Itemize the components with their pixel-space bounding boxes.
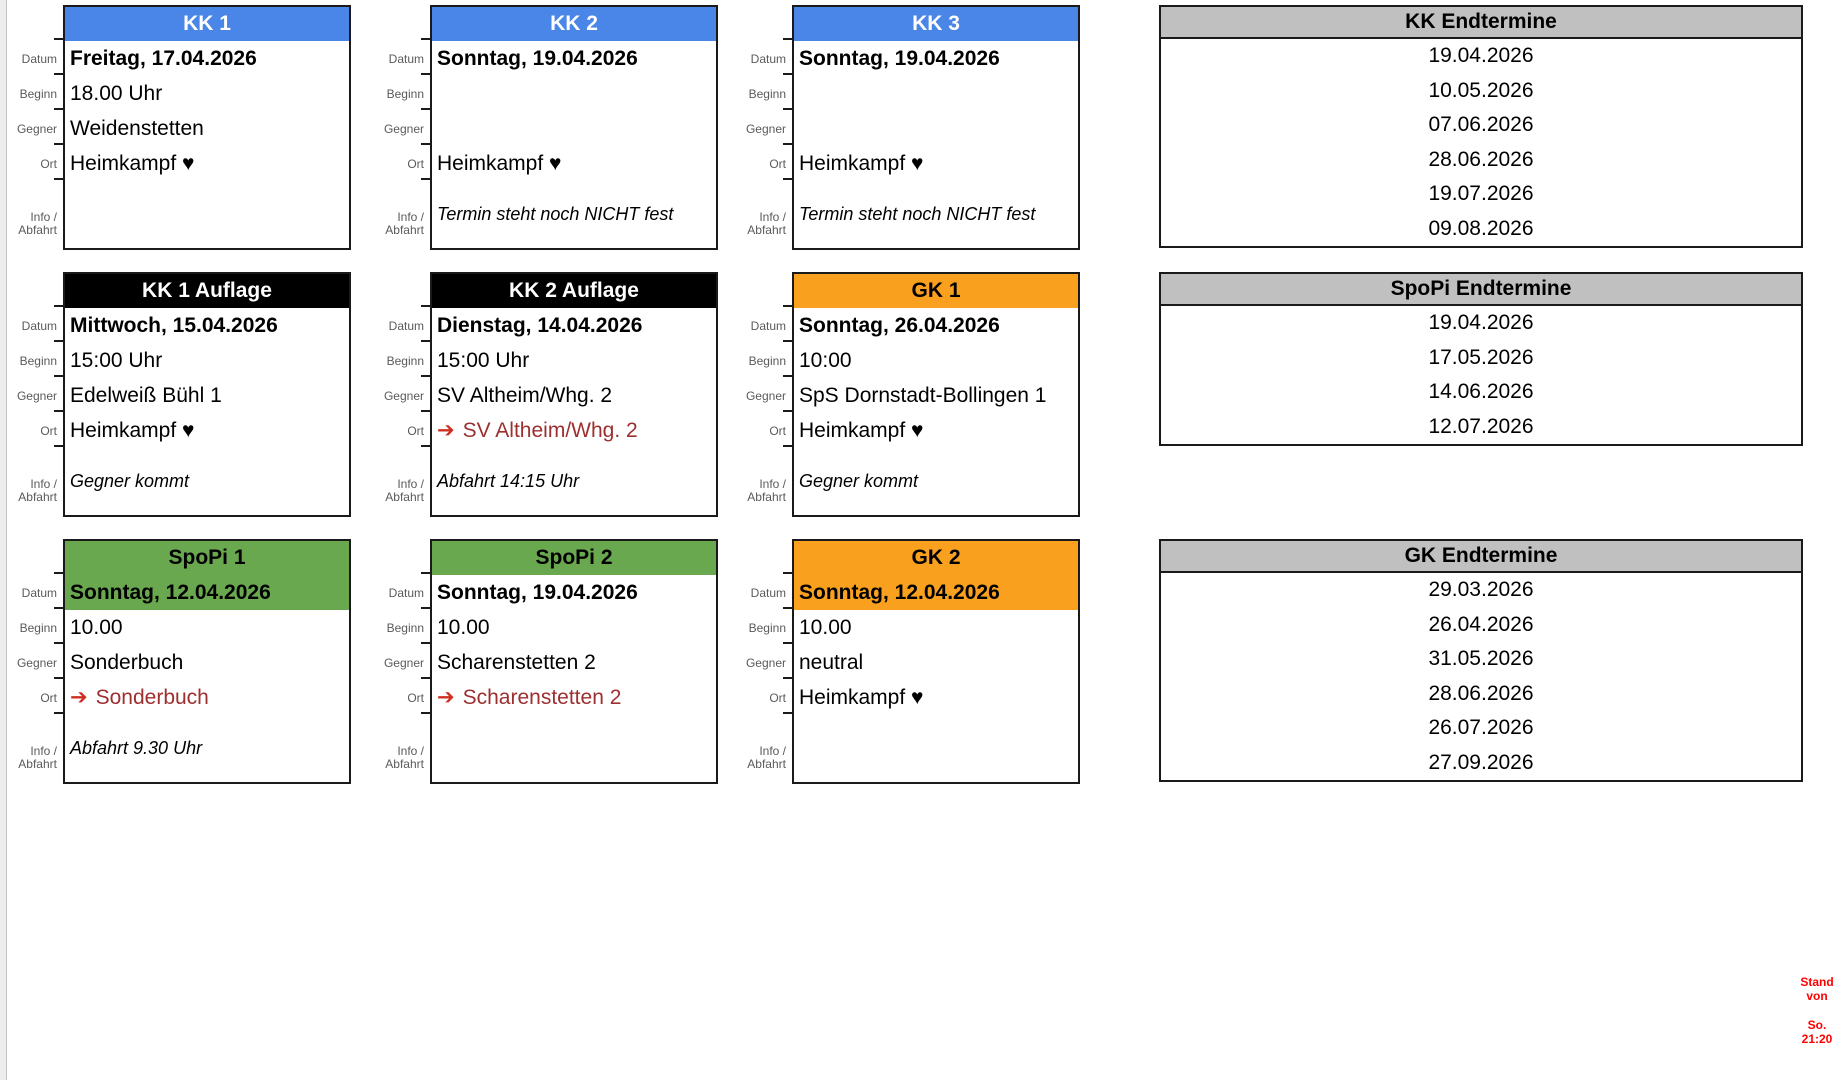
label-ort: Ort (734, 411, 792, 446)
card-title: KK 2 (432, 7, 716, 41)
label-datum: Datum (734, 39, 792, 74)
row-labels (734, 5, 792, 250)
row-labels (734, 539, 792, 784)
gk-endtermine-table (1159, 539, 1803, 782)
endtermine-date: 19.04.2026 (1428, 44, 1534, 67)
row-labels (5, 539, 63, 784)
card-gk1 (734, 272, 1080, 517)
card-ort: Heimkampf ♥ (70, 419, 195, 442)
card-info: Gegner kommt (70, 471, 190, 491)
card-datum-highlighted: Sonntag, 12.04.2026 (794, 575, 1078, 610)
card-info (65, 181, 349, 248)
card-gk2 (734, 539, 1080, 784)
card-gegner: Edelweiß Bühl 1 (70, 384, 222, 407)
label-info-abfahrt: Info / Abfahrt (385, 477, 424, 504)
endtermine-date: 29.03.2026 (1428, 578, 1534, 601)
row-labels (372, 272, 430, 517)
card-datum: Mittwoch, 15.04.2026 (70, 314, 278, 337)
card-ort-away: ➔ Sonderbuch (70, 686, 209, 709)
label-datum: Datum (5, 573, 63, 608)
card-ort-away: ➔ SV Altheim/Whg. 2 (437, 419, 638, 442)
card-datum: Sonntag, 19.04.2026 (437, 581, 638, 604)
label-datum: Datum (372, 39, 430, 74)
away-arrow-icon: ➔ (437, 686, 455, 709)
card-ort: Heimkampf ♥ (799, 686, 924, 709)
card-gegner (432, 111, 716, 146)
endtermine-date: 28.06.2026 (1428, 681, 1534, 705)
card-gegner: neutral (799, 651, 864, 674)
endtermine-date: 19.07.2026 (1428, 182, 1534, 205)
card-datum-highlighted: Sonntag, 12.04.2026 (65, 575, 349, 610)
card-gegner: Weidenstetten (70, 117, 204, 140)
label-beginn: Beginn (734, 341, 792, 376)
card-title: KK 2 Auflage (432, 274, 716, 308)
card-ort: Heimkampf ♥ (70, 152, 195, 175)
label-gegner: Gegner (5, 109, 63, 144)
label-gegner: Gegner (734, 376, 792, 411)
label-info-abfahrt: Info / Abfahrt (18, 744, 57, 771)
card-beginn: 15:00 Uhr (70, 349, 163, 372)
label-info-abfahrt: Info / Abfahrt (747, 210, 786, 237)
label-info-abfahrt: Info / Abfahrt (18, 210, 57, 237)
card-kk1-auflage (5, 272, 351, 517)
label-beginn: Beginn (5, 608, 63, 643)
card-spopi2 (372, 539, 718, 784)
card-title: KK 1 (65, 7, 349, 41)
label-info-abfahrt: Info / Abfahrt (18, 477, 57, 504)
table-title: SpoPi Endtermine (1159, 272, 1803, 306)
label-beginn: Beginn (5, 74, 63, 109)
card-beginn: 10.00 (70, 616, 123, 639)
label-gegner: Gegner (372, 109, 430, 144)
endtermine-date: 26.04.2026 (1428, 612, 1534, 636)
table-title: KK Endtermine (1159, 5, 1803, 39)
label-datum: Datum (372, 573, 430, 608)
away-arrow-icon: ➔ (437, 419, 455, 442)
card-datum: Dienstag, 14.04.2026 (437, 314, 643, 337)
label-beginn: Beginn (372, 74, 430, 109)
card-kk3 (734, 5, 1080, 250)
card-spopi1 (5, 539, 351, 784)
label-gegner: Gegner (5, 643, 63, 678)
stand-note (1795, 975, 1839, 1046)
card-datum: Sonntag, 19.04.2026 (799, 47, 1000, 70)
label-ort: Ort (734, 678, 792, 713)
label-ort: Ort (5, 411, 63, 446)
stand-note-line1: Stand von (1800, 975, 1834, 1003)
endtermine-date: 26.07.2026 (1428, 716, 1534, 739)
label-ort: Ort (5, 144, 63, 179)
label-beginn: Beginn (734, 74, 792, 109)
label-gegner: Gegner (734, 643, 792, 678)
label-beginn: Beginn (734, 608, 792, 643)
row-labels (734, 272, 792, 517)
row-labels (372, 539, 430, 784)
endtermine-date: 27.09.2026 (1428, 750, 1534, 774)
label-datum: Datum (5, 39, 63, 74)
label-datum: Datum (734, 573, 792, 608)
label-datum: Datum (734, 306, 792, 341)
label-ort: Ort (734, 144, 792, 179)
card-info: Abfahrt 14:15 Uhr (437, 471, 580, 491)
label-gegner: Gegner (734, 109, 792, 144)
label-info-abfahrt: Info / Abfahrt (385, 744, 424, 771)
label-gegner: Gegner (372, 376, 430, 411)
endtermine-date: 31.05.2026 (1428, 647, 1534, 670)
card-info (794, 715, 1078, 782)
label-ort: Ort (372, 678, 430, 713)
away-arrow-icon: ➔ (70, 686, 88, 709)
card-info: Abfahrt 9.30 Uhr (70, 738, 203, 758)
card-beginn (432, 76, 716, 111)
label-beginn: Beginn (372, 341, 430, 376)
card-kk2-auflage (372, 272, 718, 517)
card-ort: Heimkampf ♥ (437, 152, 562, 175)
label-datum: Datum (5, 306, 63, 341)
card-gegner: SV Altheim/Whg. 2 (437, 384, 613, 407)
table-title: GK Endtermine (1159, 539, 1803, 573)
stand-note-line2: So. 21:20 (1801, 1018, 1833, 1046)
card-title: KK 3 (794, 7, 1078, 41)
card-datum: Sonntag, 19.04.2026 (437, 47, 638, 70)
card-ort-away: ➔ Scharenstetten 2 (437, 686, 622, 709)
card-beginn: 10.00 (799, 616, 852, 639)
endtermine-date: 10.05.2026 (1428, 78, 1534, 102)
card-title: GK 1 (794, 274, 1078, 308)
endtermine-date: 09.08.2026 (1428, 216, 1534, 240)
label-beginn: Beginn (5, 341, 63, 376)
card-info: Gegner kommt (799, 471, 919, 491)
row-labels (5, 5, 63, 250)
card-gegner: Scharenstetten 2 (437, 651, 596, 674)
label-ort: Ort (5, 678, 63, 713)
label-info-abfahrt: Info / Abfahrt (747, 744, 786, 771)
label-info-abfahrt: Info / Abfahrt (385, 210, 424, 237)
card-beginn: 15:00 Uhr (437, 349, 530, 372)
endtermine-date: 28.06.2026 (1428, 147, 1534, 171)
card-beginn: 10.00 (437, 616, 490, 639)
card-info (432, 715, 716, 782)
kk-endtermine-table (1159, 5, 1803, 248)
card-gegner: Sonderbuch (70, 651, 184, 674)
card-ort: Heimkampf ♥ (799, 419, 924, 442)
card-beginn: 18.00 Uhr (70, 82, 163, 105)
card-ort: Heimkampf ♥ (799, 152, 924, 175)
label-ort: Ort (372, 144, 430, 179)
card-title: SpoPi 1 (65, 541, 349, 575)
spopi-endtermine-table (1159, 272, 1803, 446)
card-beginn (794, 76, 1078, 111)
card-kk1 (5, 5, 351, 250)
label-gegner: Gegner (5, 376, 63, 411)
card-info: Termin steht noch NICHT fest (437, 204, 674, 224)
card-beginn: 10:00 (799, 349, 852, 372)
card-kk2 (372, 5, 718, 250)
endtermine-date: 19.04.2026 (1428, 311, 1534, 334)
row-labels (5, 272, 63, 517)
endtermine-date: 12.07.2026 (1428, 414, 1534, 438)
card-title: KK 1 Auflage (65, 274, 349, 308)
row-labels (372, 5, 430, 250)
label-ort: Ort (372, 411, 430, 446)
card-gegner (794, 111, 1078, 146)
card-info: Termin steht noch NICHT fest (799, 204, 1036, 224)
label-beginn: Beginn (372, 608, 430, 643)
card-title: GK 2 (794, 541, 1078, 575)
card-datum: Freitag, 17.04.2026 (70, 47, 257, 70)
endtermine-date: 17.05.2026 (1428, 345, 1534, 369)
card-gegner: SpS Dornstadt-Bollingen 1 (799, 384, 1047, 407)
card-datum: Sonntag, 26.04.2026 (799, 314, 1000, 337)
endtermine-date: 07.06.2026 (1428, 113, 1534, 136)
label-gegner: Gegner (372, 643, 430, 678)
endtermine-date: 14.06.2026 (1428, 380, 1534, 403)
label-info-abfahrt: Info / Abfahrt (747, 477, 786, 504)
label-datum: Datum (372, 306, 430, 341)
card-title: SpoPi 2 (432, 541, 716, 575)
